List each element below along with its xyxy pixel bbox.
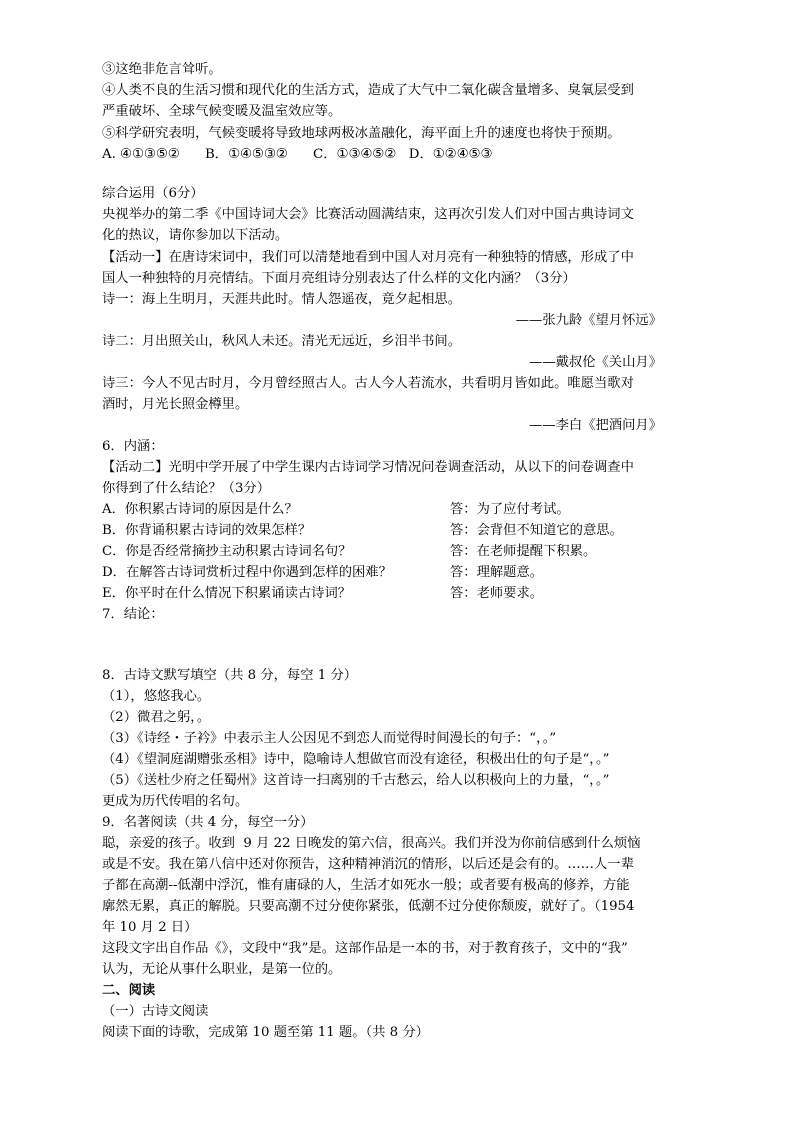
poem-3-source: ——李白《把酒问月》 xyxy=(529,418,662,433)
poem-2-source: ——戴叔伦《关山月》 xyxy=(529,355,662,370)
survey-question-d: D．在解答古诗词赏析过程中你遇到怎样的困难？ xyxy=(102,565,392,580)
reading-instruction: 阅读下面的诗歌，完成第 10 题至第 11 题。（共 8 分） xyxy=(102,1025,429,1040)
survey-answer-c: 答：在老师提醒下积累。 xyxy=(450,544,597,559)
activity-1-line-1: 【活动一】在唐诗宋词中，我们可以清楚地看到中国人对月亮有一种独特的情感，形成了中 xyxy=(102,250,634,265)
passage-line-1: 聪，亲爱的孩子。收到 9 月 22 日晚发的第六信，很高兴。我们并没为你前信感到什么烦恼 xyxy=(102,836,641,851)
survey-answer-b: 答：会背但不知道它的意思。 xyxy=(450,523,623,538)
activity-2-line-2: 你得到了什么结论？（3分） xyxy=(102,481,271,496)
activity-2-line-1: 【活动二】光明中学开展了中学生课内古诗词学习情况问卷调查活动，从以下的问卷调查中 xyxy=(102,460,634,475)
question-9: 9．名著阅读（共 4 分，每空一分） xyxy=(102,815,314,830)
survey-answer-d: 答：理解题意。 xyxy=(450,565,544,580)
answer-options: A. ④①③⑤② B．①④⑤③② C．①③④⑤② D．①②④⑤③ xyxy=(102,147,493,162)
survey-question-b: B．你背诵积累古诗词的效果怎样？ xyxy=(102,523,312,538)
sentence-3: ③这绝非危言耸听。 xyxy=(102,62,222,77)
survey-answer-e: 答：老师要求。 xyxy=(450,586,544,601)
sentence-4-line-2: 严重破坏、全球气候变暖及温室效应等。 xyxy=(102,104,342,119)
passage-line-5: 年 10 月 2 日） xyxy=(102,920,198,935)
passage-line-2: 或是不安。我在第八信中还对你预告，这种精神消沉的情形，以后还是会有的。……人一辈 xyxy=(102,857,634,872)
passage-line-4: 廓然无累，真正的解脱。只要高潮不过分使你紧张，低潮不过分使你颓废，就好了。（1954 xyxy=(102,899,635,914)
blank-1: （1），悠悠我心。 xyxy=(102,689,211,704)
intro-line-1: 央视举办的第二季《中国诗词大会》比赛活动圆满结束，这再次引发人们对中国古典诗词文 xyxy=(102,207,634,222)
survey-question-e: E．你平时在什么情况下积累诵读古诗词？ xyxy=(102,586,352,601)
passage-line-3: 子都在高潮--低潮中浮沉，惟有庸碌的人，生活才如死水一般；或者要有极高的修养，方能 xyxy=(102,878,630,893)
blank-4: （4）《望洞庭湖赠张丞相》诗中，隐喻诗人想做官而没有途径，积极出仕的句子是“，。” xyxy=(102,752,610,767)
survey-question-a: A．你积累古诗词的原因是什么？ xyxy=(102,502,298,517)
section-heading-reading: 二、阅读 xyxy=(102,983,156,998)
survey-question-c: C．你是否经常摘抄主动积累古诗词名句？ xyxy=(102,544,352,559)
question-7: 7．结论： xyxy=(102,607,164,622)
question-6: 6．内涵： xyxy=(102,439,164,454)
poem-1-source: ——张九龄《望月怀远》 xyxy=(515,313,662,328)
blank-2: （2）微君之躬，。 xyxy=(102,710,211,725)
blank-3: （3）《诗经・子衿》中表示主人公因见不到恋人而觉得时间漫长的句子：“，。” xyxy=(102,731,557,746)
blank-5-line-2: 更成为历代传唱的名句。 xyxy=(102,794,249,809)
intro-line-2: 化的热议，请你参加以下活动。 xyxy=(102,228,289,243)
poem-3-line-2: 酒时，月光长照金樽里。 xyxy=(102,397,249,412)
section-heading-comprehensive: 综合运用（6分） xyxy=(102,186,204,201)
poem-3-line-1: 诗三：今人不见古时月，今月曾经照古人。古人今人若流水，共看明月皆如此。唯愿当歌对 xyxy=(102,376,634,391)
sentence-4-line-1: ④人类不良的生活习惯和现代化的生活方式，造成了大气中二氧化碳含量增多、臭氧层受到 xyxy=(102,83,634,98)
question-8: 8．古诗文默写填空（共 8 分，每空 1 分） xyxy=(102,668,358,683)
survey-answer-a: 答：为了应付考试。 xyxy=(450,502,570,517)
sentence-5: ⑤科学研究表明，气候变暖将导致地球两极冰盖融化，海平面上升的速度也将快于预期。 xyxy=(102,126,621,141)
passage-line-6: 这段文字出自作品《》，文段中“我”是。这部作品是一本的书，对于教育孩子，文中的“我” xyxy=(102,941,628,956)
passage-line-7: 认为，无论从事什么职业，是第一位的。 xyxy=(102,962,342,977)
poem-1: 诗一：海上生明月，天涯共此时。情人怨遥夜，竟夕起相思。 xyxy=(102,292,462,307)
poem-2: 诗二：月出照关山，秋风人未还。清光无远近，乡泪半书间。 xyxy=(102,334,462,349)
blank-5-line-1: （5）《送杜少府之任蜀州》这首诗一扫离别的千古愁云，给人以积极向上的力量，“，。” xyxy=(102,773,610,788)
subsection-heading: （一）古诗文阅读 xyxy=(102,1004,209,1019)
activity-1-line-2: 国人一种独特的月亮情结。下面月亮组诗分别表达了什么样的文化内涵？（3分） xyxy=(102,271,576,286)
